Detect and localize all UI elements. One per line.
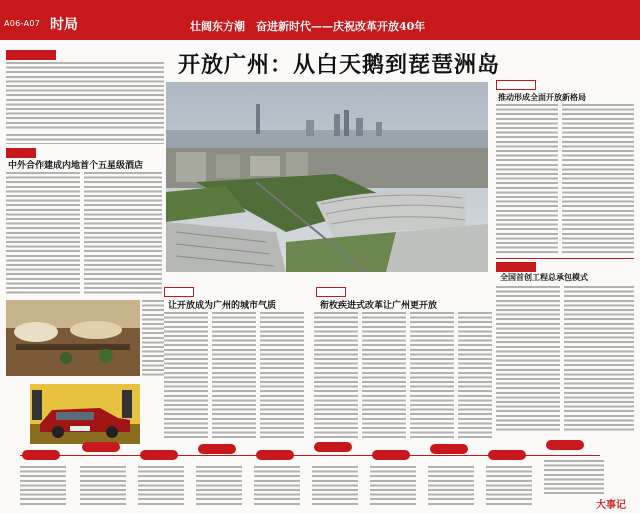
intro-text-block-2 <box>6 134 164 144</box>
right-tag <box>496 80 536 90</box>
hotel-photo-caption <box>6 378 140 383</box>
center-col-3 <box>410 312 454 438</box>
right2-col-2 <box>564 286 634 432</box>
timeline-entry <box>254 466 300 506</box>
right-headline: 推动形成全面开放新格局 <box>498 92 586 102</box>
center-col-1 <box>314 312 358 438</box>
main-headline: 开放广州：从白天鹅到琵琶洲岛 <box>178 52 501 78</box>
masthead-slogan: 壮阔东方潮 奋进新时代——庆祝改革开放40年 <box>190 20 426 33</box>
right2-tag <box>496 262 536 272</box>
timeline-entry <box>428 466 474 506</box>
aerial-city-photo <box>166 82 488 272</box>
center-col-4 <box>458 312 492 438</box>
intro-text-block <box>6 62 164 130</box>
middle-headline: 让开放成为广州的城市气质 <box>168 301 277 311</box>
timeline-entry <box>196 466 242 506</box>
right-col-2 <box>562 104 634 254</box>
right2-col-1 <box>496 286 560 432</box>
left-col-3 <box>142 300 164 376</box>
page-numbers: A06-A07 <box>4 19 41 28</box>
timeline-node <box>256 450 294 460</box>
timeline-node <box>314 442 352 452</box>
timeline-entry <box>544 460 604 494</box>
timeline-entry <box>370 466 416 506</box>
timeline-entry <box>20 466 66 506</box>
masthead <box>0 0 640 40</box>
left-col-2 <box>84 172 162 294</box>
timeline-entry <box>80 466 126 506</box>
timeline-entry <box>138 466 184 506</box>
middle-col-3 <box>260 312 304 438</box>
right2-headline: 全国首创工程总承包模式 <box>500 272 588 282</box>
right-divider <box>496 258 634 259</box>
timeline-node <box>372 450 410 460</box>
center-headline: 衔枚疾进式改革让广州更开放 <box>320 301 438 311</box>
right-col-1 <box>496 104 558 254</box>
timeline-node <box>488 450 526 460</box>
car-photo <box>30 384 140 444</box>
center-col-2 <box>362 312 406 438</box>
left-headline: 中外合作建成内地首个五星级酒店 <box>8 161 144 171</box>
timeline-title: 大事记 <box>596 500 626 511</box>
timeline-node <box>430 444 468 454</box>
middle-col-2 <box>212 312 256 438</box>
timeline-entry <box>312 466 358 506</box>
timeline-node <box>140 450 178 460</box>
timeline-entry <box>486 466 532 506</box>
middle-col-1 <box>164 312 208 438</box>
left-tag <box>6 148 36 158</box>
middle-tag <box>164 287 194 297</box>
timeline-node <box>546 440 584 450</box>
left-top-tag <box>6 50 56 60</box>
hotel-interior-photo <box>6 300 140 376</box>
masthead-left <box>2 3 82 37</box>
left-col-1 <box>6 172 80 294</box>
timeline-node <box>82 442 120 452</box>
aerial-photo-caption <box>166 273 488 278</box>
center-tag <box>316 287 346 297</box>
timeline-node <box>22 450 60 460</box>
section-name: 时局 <box>50 17 78 33</box>
timeline-node <box>198 444 236 454</box>
